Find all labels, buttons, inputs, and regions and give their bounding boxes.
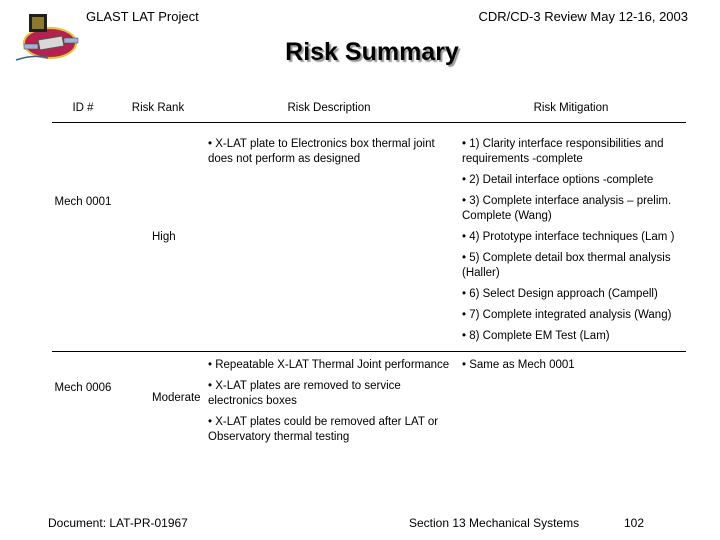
risk-description-item: • X-LAT plates could be removed after LAT or Observatory thermal testing xyxy=(208,416,439,443)
mitigation-item: • 3) Complete interface analysis – prelim. Complete (Wang) xyxy=(462,195,672,222)
column-header-description: Risk Description xyxy=(287,102,371,114)
page-title: Risk Summary xyxy=(285,38,459,66)
mitigation-item: • 4) Prototype interface techniques (Lam ) xyxy=(462,231,675,243)
page-number: 102 xyxy=(624,516,645,530)
mitigation-item: • 5) Complete detail box thermal analysis (Haller) xyxy=(462,252,671,279)
risk-description-item: • X-LAT plate to Electronics box thermal joint does not perform as designed xyxy=(208,138,435,165)
risk-rank: High xyxy=(152,230,176,243)
review-info: CDR/CD-3 Review May 12-16, 2003 xyxy=(478,9,688,24)
mitigation-item: • Same as Mech 0001 xyxy=(462,359,575,371)
risk-id: Mech 0006 xyxy=(54,382,112,394)
table-header-row xyxy=(52,96,686,123)
risk-description-item: • Repeatable X-LAT Thermal Joint performance xyxy=(208,359,450,371)
project-name: GLAST LAT Project xyxy=(86,9,199,24)
risk-rank: Moderate xyxy=(152,392,201,404)
mitigation-item: • 2) Detail interface options -complete xyxy=(462,174,654,186)
table-row xyxy=(52,123,686,352)
risk-description-item: • X-LAT plates are removed to service electronics boxes xyxy=(208,380,401,407)
mitigation-item: • 6) Select Design approach (Campell) xyxy=(462,288,658,300)
risk-id: Mech 0001 xyxy=(54,195,112,208)
mitigation-item: • 1) Clarity interface responsibilities and requirements -complete xyxy=(462,138,664,165)
column-header-mitigation: Risk Mitigation xyxy=(533,102,609,114)
risk-table xyxy=(52,96,686,445)
mitigation-item: • 7) Complete integrated analysis (Wang) xyxy=(462,309,672,321)
mitigation-item: • 8) Complete EM Test (Lam) xyxy=(462,330,610,342)
column-header-rank: Risk Rank xyxy=(131,102,185,114)
table-row xyxy=(52,352,686,446)
column-header-id: ID # xyxy=(72,102,94,114)
section-label: Section 13 Mechanical Systems xyxy=(409,516,580,530)
document-number: Document: LAT-PR-01967 xyxy=(48,516,188,530)
